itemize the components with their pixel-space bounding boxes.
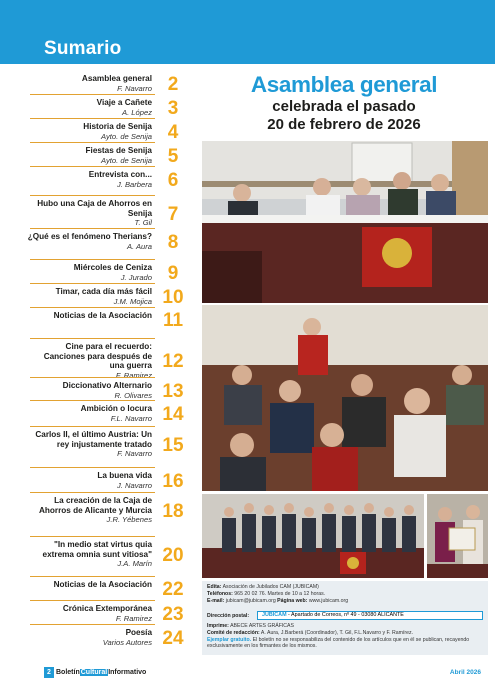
toc-item-text xyxy=(27,628,152,647)
photo-audience xyxy=(202,305,488,491)
toc-item-page-number: 8 xyxy=(167,231,179,253)
toc-item-title: La buena vida xyxy=(97,471,152,480)
photo-award xyxy=(427,494,488,578)
toc-divider xyxy=(30,624,155,625)
toc-divider xyxy=(30,283,155,284)
toc-item-author: Varios Autores xyxy=(102,637,152,647)
toc-item-text xyxy=(27,342,152,380)
toc-divider xyxy=(30,576,155,577)
toc-item-text xyxy=(27,604,152,623)
toc-item-text xyxy=(27,381,152,400)
toc-divider xyxy=(30,400,155,401)
toc-divider xyxy=(30,166,155,167)
toc-item-text xyxy=(27,199,152,228)
toc-item-page-number: 13 xyxy=(162,380,184,402)
toc-item-title: Crónica Extemporánea xyxy=(62,604,152,613)
toc-item-title: Diccionativo Alternario xyxy=(62,381,152,390)
toc-item-page-number: 15 xyxy=(162,434,184,456)
toc-item-author: F.L. Navarro xyxy=(110,413,152,423)
toc-item-page-number: 23 xyxy=(162,603,184,625)
toc-item-page-number: 4 xyxy=(167,121,179,143)
toc-item-author: J.M. Mojica xyxy=(113,296,152,306)
toc-item-title: Miércoles de Ceniza xyxy=(73,263,152,272)
toc-item-text xyxy=(27,496,152,525)
publication-name: BoletínCulturalInformativo xyxy=(56,669,147,676)
toc-item-author: J.R. Yébenes xyxy=(106,515,152,525)
toc-divider xyxy=(30,467,155,468)
credits-telefonos: Teléfonos: 965 20 02 76. Martes de 10 a 12 horas. xyxy=(207,591,326,597)
toc-item-page-number: 20 xyxy=(162,544,184,566)
toc-item-page-number: 9 xyxy=(167,262,179,284)
toc-item-title: Poesía xyxy=(125,628,152,637)
toc-item-author: J.A. Marín xyxy=(117,559,152,569)
toc-item-page-number: 16 xyxy=(162,470,184,492)
postal-label: Dirección postal: xyxy=(207,613,250,619)
toc-item-author: A. López xyxy=(122,107,152,117)
toc-item-author: A. Aura xyxy=(126,241,152,251)
toc-item-title: Cine para el recuerdo: Canciones para después de una guerra xyxy=(43,342,152,371)
toc-item-text xyxy=(27,263,152,282)
toc-item-page-number: 18 xyxy=(162,500,184,522)
toc-divider xyxy=(30,118,155,119)
toc-item-page-number: 12 xyxy=(162,351,184,372)
web-link[interactable]: www.jubicam.org xyxy=(308,598,349,604)
toc-item-author: Ayto. de Senija xyxy=(100,131,152,141)
toc-item-author: F. Ramirez xyxy=(115,370,152,380)
toc-item-text xyxy=(27,540,152,569)
footer-date: Abril 2026 xyxy=(449,669,481,676)
credits-box xyxy=(202,581,488,655)
toc-divider xyxy=(30,600,155,601)
toc-item-author: Ayto. de Senija xyxy=(100,155,152,165)
photo-assembly-table xyxy=(202,141,488,303)
toc-item-title: Historia de Senija xyxy=(83,122,152,131)
toc-item-author: J. Barbera xyxy=(116,179,152,189)
subheadline-line-2: 20 de febrero de 2026 xyxy=(267,116,421,133)
toc-item-page-number: 24 xyxy=(162,627,184,649)
toc-item-title: Noticias de la Asociación xyxy=(53,311,152,320)
toc-item-text xyxy=(27,430,152,459)
toc-item-author: J. Jurado xyxy=(120,272,152,282)
credits-imprime: Imprime: ABECE ARTES GRÁFICAS xyxy=(207,623,294,629)
toc-divider xyxy=(30,94,155,95)
toc-item-text xyxy=(27,287,152,306)
toc-divider xyxy=(30,338,155,339)
toc-item-page-number: 11 xyxy=(162,310,184,331)
page-number: 2 xyxy=(44,667,54,678)
toc-item-title: La creación de la Caja de Ahorros de Alicante y Murcia xyxy=(39,496,152,515)
toc-item-title: ¿Qué es el fenómeno Therians? xyxy=(27,232,152,241)
toc-divider xyxy=(30,228,155,229)
credits-comite: Comité de redacción: A. Aura, J.Barberá (Coordinador), T. Gil, F.L.Navarro y F. Ramírez. xyxy=(207,630,414,636)
toc-item-author: F. Navarro xyxy=(117,449,152,459)
toc-item-text xyxy=(27,122,152,141)
toc-item-text xyxy=(27,74,152,93)
header-bar xyxy=(0,0,495,64)
credits-edita: Edita: Asociación de Jubilados CAM (JUBICAM) xyxy=(207,584,319,590)
toc-item-page-number: 2 xyxy=(167,73,179,95)
postal-address-box: JUBICAM - Apartado de Correos, nº 49 - 03080 ALICANTE xyxy=(257,611,483,620)
toc-item-title: Entrevista con... xyxy=(88,170,152,179)
toc-item-title: "In medio stat virtus quia extrema omnia sunt vitiosa" xyxy=(42,540,152,559)
toc-item-text xyxy=(27,146,152,165)
toc-divider xyxy=(30,307,155,308)
toc-item-author: F. Ramirez xyxy=(115,613,152,623)
toc-item-page-number: 14 xyxy=(162,403,184,425)
credits-email-web: E-mail: jubicam@jubicam.org Página web: www.jubicam.org xyxy=(207,598,349,604)
toc-item-title: Asamblea general xyxy=(81,74,152,83)
credits-gratuito: Ejemplar gratuito. El boletín no se responsabiliza del contenido de los artículos que en él se publican, recayendo exclusivamente en los firmantes de los mismos. xyxy=(207,637,470,649)
toc-item-author: R. Olivares xyxy=(114,390,152,400)
toc-item-text xyxy=(27,580,152,590)
toc-divider xyxy=(30,426,155,427)
toc-item-page-number: 10 xyxy=(162,286,184,308)
toc-item-page-number: 5 xyxy=(167,145,179,167)
toc-item-author: T. Gil xyxy=(134,218,152,228)
article-subheadline xyxy=(200,98,488,134)
toc-item-text xyxy=(27,98,152,117)
toc-item-title: Timar, cada día más fácil xyxy=(55,287,152,296)
credits-postal xyxy=(207,611,483,620)
toc-item-title: Noticias de la Asociación xyxy=(53,580,152,589)
toc-item-author: J. Navarro xyxy=(116,480,152,490)
toc-item-page-number: 3 xyxy=(167,97,179,119)
toc-item-page-number: 7 xyxy=(167,203,179,225)
toc-item-title: Ambición o locura xyxy=(80,404,152,413)
page-title: Sumario xyxy=(44,38,122,59)
toc-divider xyxy=(30,195,155,196)
toc-item-text xyxy=(27,232,152,251)
toc-divider xyxy=(30,259,155,260)
toc-item-text xyxy=(27,170,152,189)
toc-item-title: Fiestas de Senija xyxy=(85,146,152,155)
toc-divider xyxy=(30,536,155,537)
toc-divider xyxy=(30,492,155,493)
subheadline-line-1: celebrada el pasado xyxy=(272,98,416,115)
email-link[interactable]: jubicam@jubicam.org xyxy=(225,598,276,604)
toc-item-text xyxy=(27,471,152,490)
toc-item-author: F. Navarro xyxy=(117,83,152,93)
toc-item-title: Viaje a Cañete xyxy=(96,98,152,107)
article-headline: Asamblea general xyxy=(250,72,438,97)
toc-item-text xyxy=(27,404,152,423)
photo-group xyxy=(202,494,424,578)
toc-item-title: Carlos II, el último Austria: Un rey injustamente tratado xyxy=(35,430,152,449)
toc-item-page-number: 6 xyxy=(167,169,179,191)
toc-divider xyxy=(30,377,155,378)
toc-item-page-number: 22 xyxy=(162,579,184,600)
toc-item-text xyxy=(27,311,152,321)
toc-item-title: Hubo una Caja de Ahorros en Senija xyxy=(37,199,152,218)
toc-divider xyxy=(30,142,155,143)
